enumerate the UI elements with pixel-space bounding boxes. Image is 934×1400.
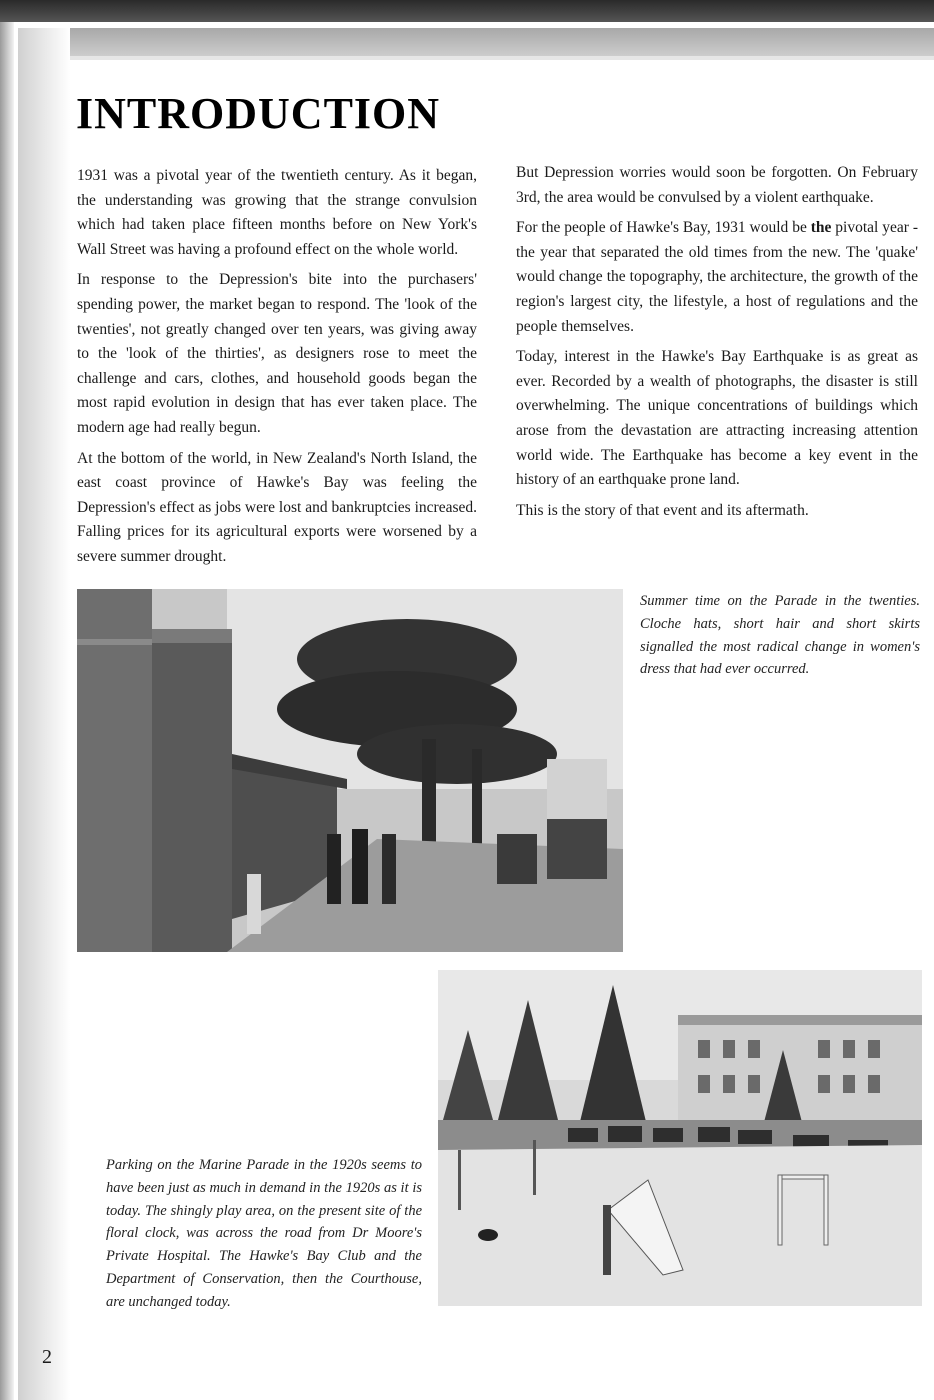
parade-photo	[77, 589, 623, 952]
page-title: INTRODUCTION	[76, 89, 441, 138]
scan-top-border	[0, 0, 934, 22]
paragraph: At the bottom of the world, in New Zealand's North Island, the east coast province of Hawke's Bay was feeling the Depression's effect as jobs were lost and bankruptcies increased. Falling prices for its agricultural exports were worsened by a severe summer drought.	[77, 449, 477, 565]
left-text-column	[77, 164, 477, 576]
page-frame-line	[70, 56, 934, 60]
paragraph: In response to the Depression's bite into the purchasers' spending power, the market began to respond. The 'look of the twenties', not greatly changed over ten years, was giving away to the 'look of the thirties', as designers rose to meet the challenge and cars, clothes, and household goods began the most rapid evolution in design that has ever taken place. The modern age had really begun.	[77, 271, 477, 436]
page-frame-top	[18, 28, 934, 58]
paragraph: But Depression worries would soon be forgotten. On February 3rd, the area would be convulsed by a violent earthquake.	[516, 164, 918, 206]
paragraph: Today, interest in the Hawke's Bay Earthquake is as great as ever. Recorded by a wealth of photographs, the disaster is still overwhelming. The unique concentrations of buildings which arose from the devastation are attracting increasing attention world wide. The Earthquake has become a key event in the history of an earthquake prone land.	[516, 348, 918, 489]
scan-left-edge	[0, 22, 14, 1400]
parade-photo-caption: Summer time on the Parade in the twenties. Cloche hats, short hair and short skirts signalled the most radical change in women's dress that had ever occurred.	[640, 593, 920, 678]
right-text-column	[516, 161, 918, 529]
paragraph	[516, 216, 918, 339]
marine-parade-photo	[438, 970, 922, 1306]
paragraph: This is the story of that event and its aftermath.	[516, 501, 809, 519]
paragraph-text: pivotal year - the year that separated the old times from the new. The 'quake' would change the topography, the architecture, the growth of the region's largest city, the lifestyle, a host of regulations and the people themselves.	[516, 219, 918, 335]
paragraph-text: For the people of Hawke's Bay, 1931 would be	[516, 219, 811, 237]
page-frame-left	[18, 28, 70, 1400]
paragraph: 1931 was a pivotal year of the twentieth century. As it began, the understanding was growing that the strange convulsion which had taken place fifteen months before on New York's Wall Street was having a profound effect on the whole world.	[77, 167, 477, 258]
page-number: 2	[42, 1346, 52, 1368]
marine-parade-photo-caption: Parking on the Marine Parade in the 1920s seems to have been just as much in demand in the 1920s as it is today. The shingly play area, on the present site of the floral clock, was across the road from Dr Moore's Private Hospital. The Hawke's Bay Club and the Department of Conservation, then the Courthouse, are unchanged today.	[106, 1157, 422, 1310]
emphasis-text: the	[810, 219, 832, 237]
